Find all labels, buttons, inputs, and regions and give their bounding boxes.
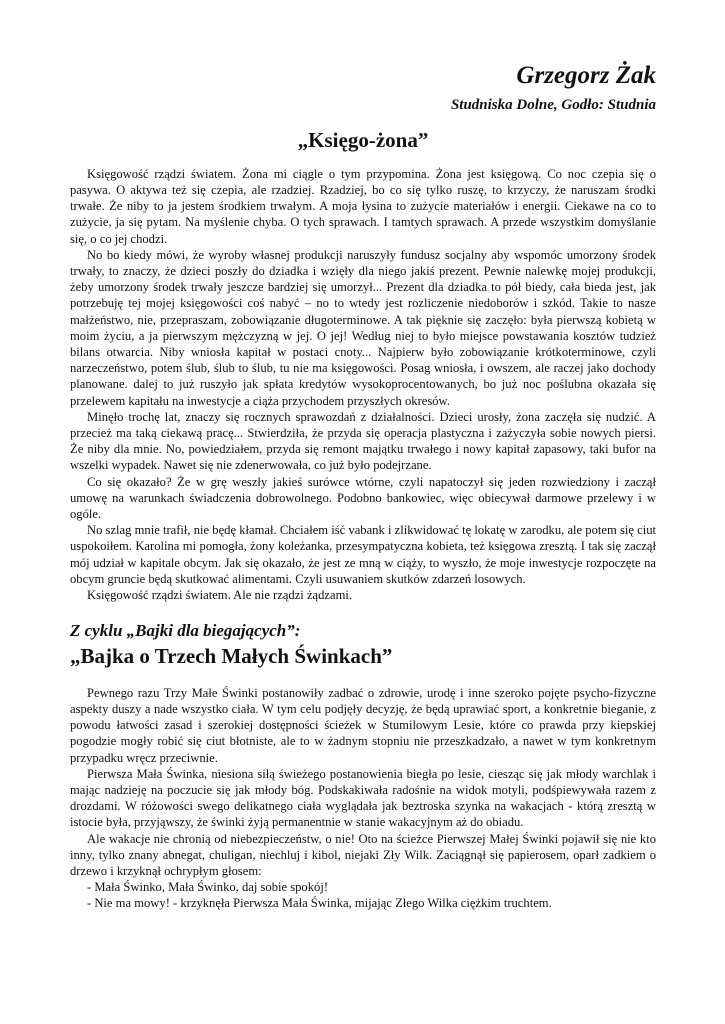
- paragraph: Pewnego razu Trzy Małe Świnki postanowiły zadbać o zdrowie, urodę i inne szeroko pojęte psycho-fizyczne aspekty duszy a nade wszystko ciała. W tym celu podjęły decyzję, że będą uprawiać sport, a konkretnie bieganie, z powodu łatwości zasad i szerokiej dostępności ścieżek w Stumilowym Lesie, które co prawda przy kiepskiej pogodzie mogły robić się ciut błotniste, ale to w żadnym stopniu nie przeszkadzało, a nawet w tym konkretnym przypadku wręcz przeciwnie.: [70, 685, 656, 765]
- story-title: „Bajka o Trzech Małych Świnkach”: [70, 643, 393, 668]
- paragraph: Minęło trochę lat, znaczy się rocznych sprawozdań z działalności. Dzieci urosły, żona zaczęła się nudzić. A przecież ma taką ciekawą pracę... Stwierdziła, że przyda się operacja plastyczna i zażyczyła sobie nowych piersi. Że niby dla mnie. No, powiedziałem, przyda się remont majątku trwałego i nowy kapitał zapasowy, taki bufor na wszelki wypadek. Nawet się nie zdenerwowała, co już było podejrzane.: [70, 409, 656, 473]
- author-affiliation: Studniska Dolne, Godło: Studnia: [450, 96, 656, 113]
- dialog-line: - Mała Świnko, Mała Świnko, daj sobie spokój!: [87, 880, 329, 895]
- paragraph: No szlag mnie trafił, nie będę kłamał. Chciałem iść vabank i zlikwidować tę lokatę w zarodku, ale potem się ciut uspokoiłem. Karolina mi pomogła, żony koleżanka, przesympatyczna kobieta, też księgowa zresztą. I tak się zaczął mój udział w kapitale obcym. Jak się okazało, że jest ze mną w ciąży, to wyszło, że moje inwestycje rozpoczęte na obcym gruncie będą skutkować alimentami. Czyli usuwaniem skutków zdarzeń losowych.: [70, 523, 656, 586]
- paragraph: Co się okazało? Że w grę weszły jakieś surówce wtórne, czyli napatoczył się jeden rozwiedziony i zaczął umowę na warunkach świadczenia dobrowolnego. Podobno bankowiec, więc obiecywał darmowe przelewy i w ogóle.: [70, 474, 656, 521]
- paragraph: Księgowość rządzi światem. Ale nie rządzi żądzami.: [87, 587, 353, 602]
- cycle-heading: Z cyklu „Bajki dla biegających”:: [70, 621, 301, 641]
- document-page: [70, 62, 656, 912]
- story-title: „Księgo-żona”: [297, 127, 429, 152]
- paragraph: No bo kiedy mówi, że wyroby własnej produkcji naruszyły fundusz socjalny aby wspomóc umorzony środek trwały, to znaczy, że dzieci poszły do dziadka i wzięły dla niego jakiś prezent. Pewnie nalewkę mojej produkcji, żeby umorzony środek trwały jeszcze bardziej się umorzył... Prezent dla dziadka to pół biedy, cała bieda jest, jak potrzebuję tej mojej księgowości coś nabyć – no to wtedy jest rozliczenie niedoborów i szkód. Takie to nasze małżeństwo, nie, przepraszam, zobowiązanie długoterminowe. A tak pięknie się zaczęło: była pierwszą kobietą w moim życiu, a ja pierwszym mężczyzną w jej. O jej! Według niej to było miejsce powstawania kosztów tudzież bilans otwarcia. Niby wniosła kapitał w postaci cnoty... Najpierw było zobowiązanie krótkoterminowe, czyli narzeczeństwo, potem ślub, ślub to ślub, tu nie ma księgowości. Posag wniosła, i owszem, ale raczej jako dochody planowane. dalej to już ruszyło jak spłata kredytów wysokoprocentowanych, bo już noc poślubna okazała się przelewem kapitału na inwestycje a ciąża przychodem przyszłych okresów.: [70, 247, 656, 408]
- paragraph: Pierwsza Mała Świnka, niesiona siłą świeżego postanowienia biegła po lesie, ciesząc się jak młody warchlak i mając nadzieję na poczucie się jak młody bóg. Podskakiwała radośnie na widok motyli, podśpiewywała razem z drozdami. W różowości swego delikatnego ciała wyglądała jak beztroska szynka na wakacjach - którą zresztą w istocie była, przyjąwszy, że świnki żyją permanentnie w stanie wakacyjnym aż do obiadu.: [70, 766, 656, 830]
- paragraph: Księgowość rządzi światem. Żona mi ciągle o tym przypomina. Żona jest księgową. Co noc czepia się o pasywa. O aktywa też się czepia, ale rzadziej. Rzadziej, bo co się tylko ruszę, to krzyczy, że naruszam środki trwałe. Że niby to ja jestem środkiem trwałym. A moja łysina to zużycie materiałów i energii. Ciekawe na co to zużycie, ja się pytam. Na myślenie chyba. O tych sprawach. I tamtych sprawach. A przede wszystkim domyślanie się, o co jej chodzi.: [70, 166, 656, 246]
- author-name: Grzegorz Żak: [516, 62, 656, 89]
- paragraph: Ale wakacje nie chronią od niebezpieczeństw, o nie! Oto na ścieżce Pierwszej Małej Świnki pojawił się nie kto inny, tylko znany abnegat, chuligan, niechluj i kibol, niejaki Zły Wilk. Zaciągnął się papierosem, oparł zadkiem o drzewo i krzyknął ochrypłym głosem:: [70, 831, 656, 878]
- dialog-line: - Nie ma mowy! - krzyknęła Pierwsza Mała Świnka, mijając Złego Wilka ciężkim truchtem.: [87, 896, 552, 911]
